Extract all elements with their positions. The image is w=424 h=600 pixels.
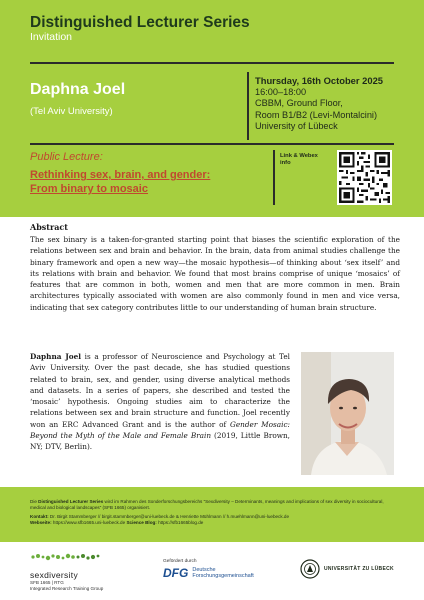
qr-code[interactable]: [337, 150, 392, 205]
abstract-heading: Abstract: [30, 222, 68, 232]
header: [30, 14, 410, 44]
footer-intro-bold: Distinguished Lecturer Series: [38, 499, 104, 504]
footer-intro: [30, 499, 400, 511]
event-date: Thursday, 16th October 2025: [255, 75, 383, 86]
dfg-name-1: Deutsche: [192, 566, 216, 573]
sexdiversity-sub-1: SFB 1665 | RTG: [30, 580, 64, 585]
blog-label: Science Blog:: [126, 520, 157, 525]
top-divider: [30, 62, 394, 64]
bio-speaker-name: Daphna Joel: [30, 352, 82, 361]
vertical-divider-links: [273, 150, 275, 205]
speaker-name: Daphna Joel: [30, 81, 126, 98]
sexdiversity-sub-2: Integrated Research Training Group: [30, 586, 104, 591]
blog-link[interactable]: https://sfb1665blog.de: [156, 520, 204, 525]
middle-divider: [30, 143, 394, 145]
links-label-line-1: Link & Webex: [280, 153, 318, 159]
website-link[interactable]: https://www.sfb1665.uni-luebeck.de: [51, 520, 127, 525]
event-details: [255, 75, 420, 133]
bio-text-2: (2019, Little Brown, NY; DTV, Berlin).: [30, 431, 290, 452]
sexdiversity-wordmark: sexdiversity: [30, 570, 79, 580]
speaker-bio: [30, 351, 290, 453]
footer-intro-1: Die: [30, 499, 39, 504]
invitation-label: Invitation: [30, 31, 73, 43]
bio-text-1: is a professor of Neuroscience and Psychology at Tel Aviv University. Over the past decade, she has studied questions related to brain, sex, and gender, using diverse analytical methods and datasets. In a series of papers, she described and tested the ‘mosaic’ hypothesis. Ongoing studies aim to characterize the relations between sex and brain structure and function. Joel recently won an ERC Advanced Grant and is the author of: [30, 352, 290, 429]
event-venue-1: CBBM, Ground Floor,: [255, 98, 343, 109]
footer-intro-2: wird im Rahmen des Sonderforschungsbereichs “Sexdiversity – Determinants, meanings and implications of sex diversity in sociocultural, medical and biological landscapes” (SFB 1665) organisiert.: [30, 499, 384, 510]
portrait-graphic: [301, 352, 394, 475]
lecture-title-link[interactable]: [30, 168, 270, 196]
dfg-logo: [163, 559, 268, 580]
links-label: [280, 153, 335, 167]
footer-website: [30, 520, 400, 526]
links-label-line-2: info: [280, 160, 291, 166]
event-time: 16:00–18:00: [255, 86, 307, 97]
university-logo: [300, 559, 410, 579]
dfg-funded-label: Gefördert durch: [163, 559, 197, 564]
vertical-divider-event: [247, 72, 249, 140]
university-seal-icon: [300, 559, 320, 579]
bio-book-title: Gender Mosaic: Beyond the Myth of the Male and Female Brain: [30, 419, 290, 441]
event-venue-3: University of Lübeck: [255, 121, 338, 132]
lecture-label: Public Lecture:: [30, 151, 103, 163]
speaker-portrait: [301, 352, 394, 475]
speaker-block: [30, 80, 240, 117]
qr-code-graphic: [337, 150, 392, 205]
event-venue-2: Room B1/B2 (Levi-Montalcini): [255, 109, 378, 120]
contact-text[interactable]: Dr. Birgit Stammberger // birgit.stammberger@uni-luebeck.de & Henriette Mühlmann // h.muehlmann@uni-luebeck.de: [48, 514, 290, 519]
sexdiversity-logo: [30, 549, 125, 592]
sexdiversity-dots-icon: [30, 552, 125, 562]
university-name: UNIVERSITÄT ZU LÜBECK: [324, 566, 394, 572]
contact-label: Kontakt:: [30, 514, 49, 519]
speaker-affiliation: (Tel Aviv University): [30, 106, 113, 117]
footer-info: [30, 499, 400, 526]
dfg-name-2: Forschungsgemeinschaft: [192, 573, 254, 579]
dfg-mark: DFG: [163, 566, 189, 580]
lecture-block: [30, 150, 270, 196]
series-title: Distinguished Lecturer Series: [30, 14, 250, 31]
website-label: Webseite:: [30, 520, 52, 525]
abstract-text: The sex binary is a taken-for-granted starting point that biases the scientific exploration of the relations between sex and brain and behavior. In the brain, data from animal studies challenge the binary framework and open a new way—the mosaic hypothesis—of thinking about ‘sex itself’ and its relations with brain and behavior. We found that most brains comprise of unique ‘mosaics’ of features that are common in both, women and men that are more common in men. Brain architectures typically associated with women are also commonly found in men and vice versa, indicating that sex category contributes little to our understanding of human brain structure.: [30, 235, 400, 312]
lecture-title-line-2[interactable]: From binary to mosaic: [30, 183, 148, 195]
lecture-title-line-1[interactable]: Rethinking sex, brain, and gender:: [30, 169, 211, 181]
